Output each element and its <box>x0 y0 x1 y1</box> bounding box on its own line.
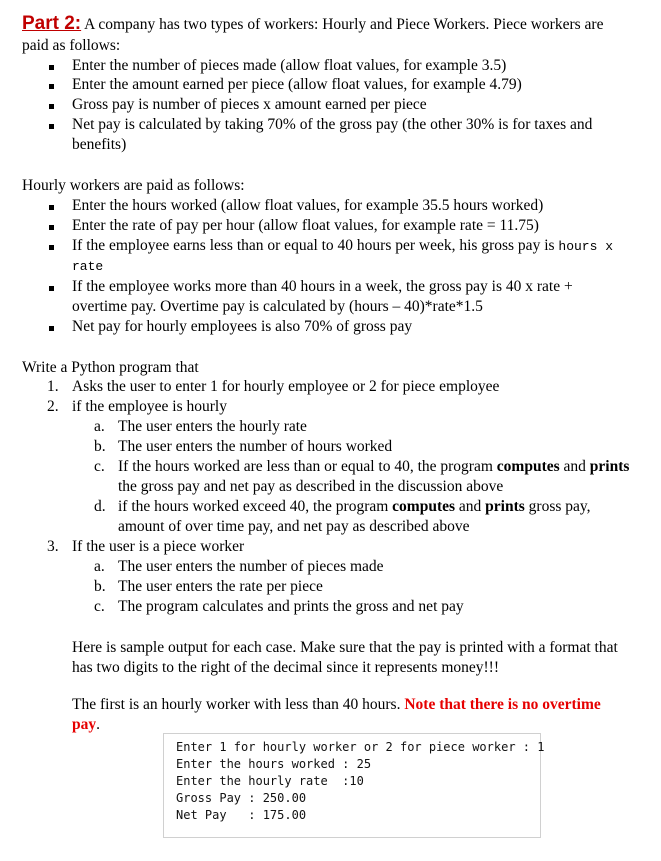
hourly-bullet-4: If the employee works more than 40 hours in a week, the gross pay is 40 x rate + <box>72 278 573 295</box>
sample-line-2: has two digits to the right of the decimal since it represents money!!! <box>72 659 499 676</box>
step-2c-text: If the hours worked are less than or equal to 40, the program <box>118 458 497 475</box>
step-2c-cont: the gross pay and net pay as described in the discussion above <box>118 478 504 495</box>
console-output <box>163 733 545 838</box>
bullet-icon <box>49 124 54 129</box>
step-3: If the user is a piece worker <box>72 538 245 555</box>
console-line: Enter the hours worked : 25 <box>176 757 372 771</box>
hourly-bullet-1: Enter the hours worked (allow float values, for example 35.5 hours worked) <box>72 197 544 214</box>
note-line-2 <box>72 715 100 735</box>
hourly-bullet-3-text: If the employee earns less than or equal to 40 hours per week, his gross pay is <box>72 237 559 254</box>
step-2d-letter: d. <box>94 498 106 515</box>
hourly-bullet-3 <box>72 236 613 257</box>
hourly-code-2: rate <box>72 259 104 274</box>
program-heading: Write a Python program that <box>22 359 199 376</box>
step-3b: The user enters the rate per piece <box>118 578 323 595</box>
step-3-number: 3. <box>47 538 59 555</box>
piece-bullet-4: Net pay is calculated by taking 70% of the gross pay (the other 30% is for taxes and <box>72 116 593 133</box>
step-2d-bold-prints: prints <box>485 498 525 515</box>
step-1-number: 1. <box>47 378 59 395</box>
intro-text-1: A company has two types of workers: Hourly and Piece Workers. Piece workers are <box>81 16 604 33</box>
step-2a: The user enters the hourly rate <box>118 418 307 435</box>
bullet-icon <box>49 225 54 230</box>
hourly-bullet-5: Net pay for hourly employees is also 70% of gross pay <box>72 318 413 335</box>
sample-line-1: Here is sample output for each case. Make sure that the pay is printed with a format that <box>72 639 618 656</box>
part-title: Part 2: <box>22 13 82 34</box>
bullet-icon <box>49 245 54 250</box>
bullet-icon <box>49 84 54 89</box>
console-line: Enter the hourly rate :10 <box>176 774 364 788</box>
step-1: Asks the user to enter 1 for hourly employee or 2 for piece employee <box>72 378 500 395</box>
console-line: Gross Pay : 250.00 <box>176 791 307 805</box>
bullet-icon <box>49 65 54 70</box>
step-2d-bold-computes: computes <box>392 498 456 515</box>
hourly-bullet-2: Enter the rate of pay per hour (allow float values, for example rate = 11.75) <box>72 217 539 234</box>
step-2d-and: and <box>455 498 486 515</box>
console-line: Net Pay : 175.00 <box>176 808 307 822</box>
bullet-icon <box>49 205 54 210</box>
piece-bullet-4-cont: benefits) <box>72 136 127 153</box>
step-2c-bold-computes: computes <box>496 458 560 475</box>
bullet-icon <box>49 326 54 331</box>
piece-bullet-2: Enter the amount earned per piece (allow float values, for example 4.79) <box>72 76 522 93</box>
note-red-text-cont: pay <box>72 716 97 733</box>
step-2b: The user enters the number of hours worked <box>118 438 393 455</box>
bullet-icon <box>49 104 54 109</box>
step-2b-letter: b. <box>94 438 106 455</box>
step-3a: The user enters the number of pieces made <box>118 558 384 575</box>
step-2c-and: and <box>559 458 590 475</box>
piece-bullet-3: Gross pay is number of pieces x amount earned per piece <box>72 96 427 113</box>
step-3c: The program calculates and prints the gross and net pay <box>118 598 464 615</box>
console-line: Enter 1 for hourly worker or 2 for piece worker : 1 <box>176 740 545 754</box>
step-3a-letter: a. <box>94 558 105 575</box>
step-2d <box>118 497 591 517</box>
hourly-code-1: hours x <box>558 239 614 254</box>
step-2a-letter: a. <box>94 418 105 435</box>
step-2-number: 2. <box>47 398 59 415</box>
bullet-icon <box>49 286 54 291</box>
intro-line-2: paid as follows: <box>22 37 121 54</box>
hourly-bullet-4-cont: overtime pay. Overtime pay is calculated by (hours – 40)*rate*1.5 <box>72 298 483 315</box>
piece-bullet-1: Enter the number of pieces made (allow float values, for example 3.5) <box>72 57 507 74</box>
step-3b-letter: b. <box>94 578 106 595</box>
note-text: The first is an hourly worker with less than 40 hours. <box>72 696 405 713</box>
step-2c-bold-prints: prints <box>589 458 630 475</box>
hourly-heading: Hourly workers are paid as follows: <box>22 177 245 194</box>
intro-line-1 <box>22 12 603 37</box>
step-3c-letter: c. <box>94 598 105 615</box>
note-red-text: Note that there is no overtime <box>404 696 601 713</box>
step-2: if the employee is hourly <box>72 398 227 415</box>
step-2d-text: if the hours worked exceed 40, the program <box>118 498 393 515</box>
step-2d-end: gross pay, <box>524 498 591 515</box>
note-line-1 <box>72 695 601 715</box>
step-2c-letter: c. <box>94 458 105 475</box>
note-period: . <box>96 716 100 733</box>
step-2d-cont: amount of over time pay, and net pay as described above <box>118 518 470 535</box>
step-2c <box>118 457 629 477</box>
